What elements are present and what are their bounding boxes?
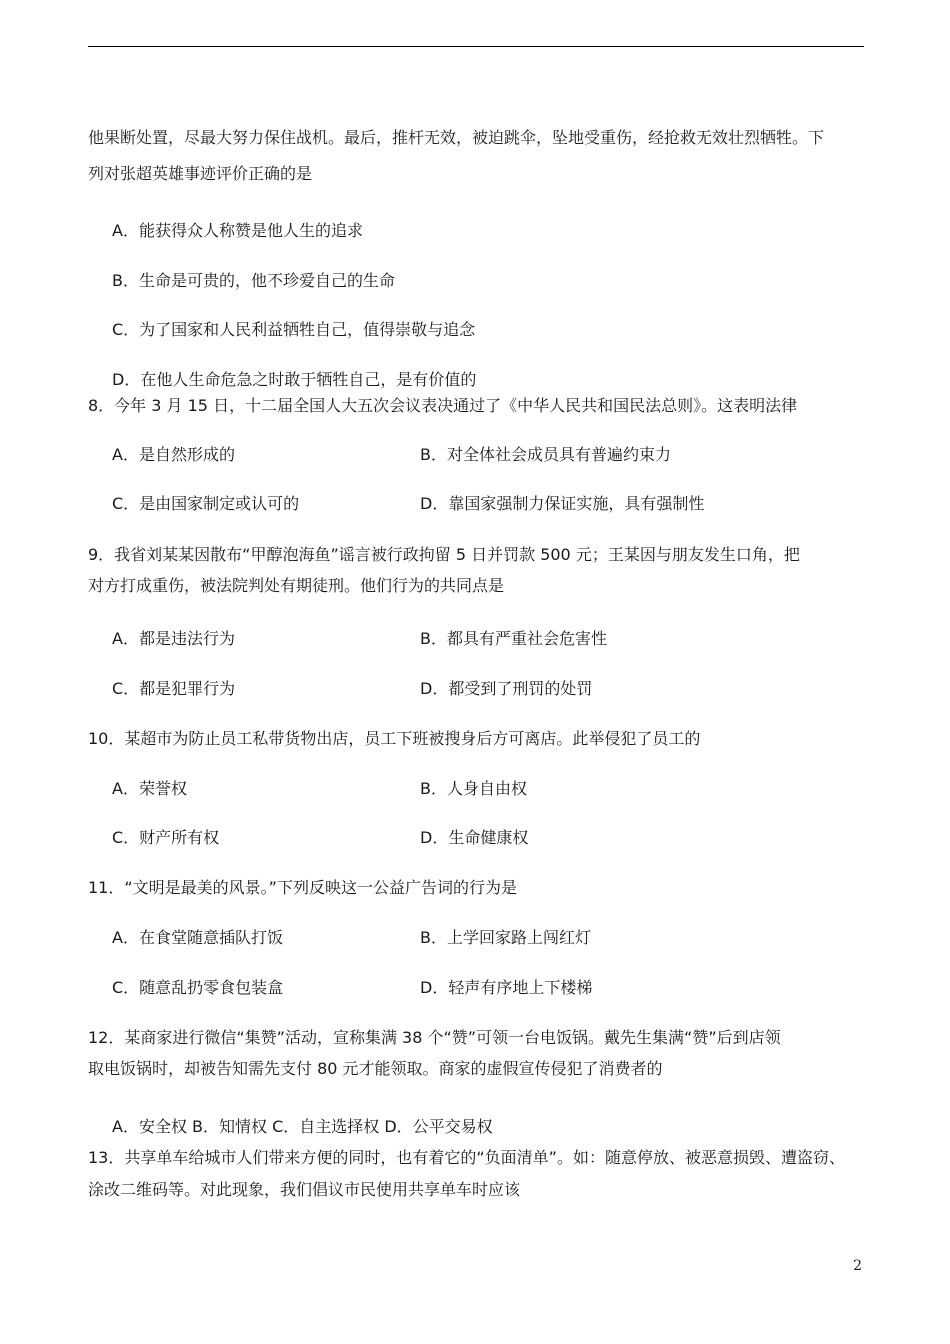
q7-stem-line1: 他果断处置，尽最大努力保住战机。最后，推杆无效，被迫跳伞，坠地受重伤，经抢救无效壮烈牺牲。下 xyxy=(88,128,825,147)
q12-stem-line2: 取电饭锅时，却被告知需先支付 80 元才能领取。商家的虚假宣传侵犯了消费者的 xyxy=(88,1059,663,1078)
q10-option-a: A．荣誉权 xyxy=(112,779,187,798)
q9-option-c: C．都是犯罪行为 xyxy=(112,679,236,698)
q13-stem-line1: 13．共享单车给城市人们带来方便的同时，也有着它的“负面清单”。如：随意停放、被恶意损毁、遭盗窃、 xyxy=(88,1148,845,1167)
q7-option-a: A．能获得众人称赞是他人生的追求 xyxy=(112,221,363,240)
q8-option-b: B．对全体社会成员具有普遍约束力 xyxy=(420,445,671,464)
q9-option-a: A．都是违法行为 xyxy=(112,629,235,648)
q8-option-c: C．是由国家制定或认可的 xyxy=(112,494,300,513)
q9-option-d: D．都受到了刑罚的处罚 xyxy=(420,679,593,698)
q9-stem-line2: 对方打成重伤，被法院判处有期徒刑。他们行为的共同点是 xyxy=(88,576,505,595)
q8-option-a: A．是自然形成的 xyxy=(112,445,235,464)
q12-options: A．安全权 B．知情权 C．自主选择权 D．公平交易权 xyxy=(112,1117,493,1136)
q8-stem: 8．今年 3 月 15 日，十二届全国人大五次会议表决通过了《中华人民共和国民法总则》。这表明法律 xyxy=(88,396,798,415)
q7-option-d: D．在他人生命危急之时敢于牺牲自己，是有价值的 xyxy=(112,370,477,389)
q11-stem: 11．“文明是最美的风景。”下列反映这一公益广告词的行为是 xyxy=(88,878,517,897)
q9-stem-line1: 9．我省刘某某因散布“甲醇泡海鱼”谣言被行政拘留 5 日并罚款 500 元；王某因与朋友发生口角，把 xyxy=(88,545,800,564)
page-number: 2 xyxy=(853,1258,862,1274)
q10-option-b: B．人身自由权 xyxy=(420,779,527,798)
q9-option-b: B．都具有严重社会危害性 xyxy=(420,629,607,648)
q10-stem: 10．某超市为防止员工私带货物出店，员工下班被搜身后方可离店。此举侵犯了员工的 xyxy=(88,729,701,748)
q7-option-c: C．为了国家和人民利益牺牲自己，值得崇敬与追念 xyxy=(112,320,476,339)
q13-stem-line2: 涂改二维码等。对此现象，我们倡议市民使用共享单车时应该 xyxy=(88,1180,521,1199)
q11-option-d: D．轻声有序地上下楼梯 xyxy=(420,978,593,997)
q7-stem-line2: 列对张超英雄事迹评价正确的是 xyxy=(88,164,313,183)
q8-option-d: D．靠国家强制力保证实施，具有强制性 xyxy=(420,494,705,513)
q11-option-b: B．上学回家路上闯红灯 xyxy=(420,928,591,947)
q7-option-b: B．生命是可贵的，他不珍爱自己的生命 xyxy=(112,271,395,290)
q10-option-d: D．生命健康权 xyxy=(420,828,529,847)
q11-option-c: C．随意乱扔零食包装盒 xyxy=(112,978,284,997)
q12-stem-line1: 12．某商家进行微信“集赞”活动，宣称集满 38 个“赞”可领一台电饭锅。戴先生集满“赞”后到店领 xyxy=(88,1028,781,1047)
q11-option-a: A．在食堂随意插队打饭 xyxy=(112,928,283,947)
q10-option-c: C．财产所有权 xyxy=(112,828,220,847)
header-rule xyxy=(88,46,864,47)
